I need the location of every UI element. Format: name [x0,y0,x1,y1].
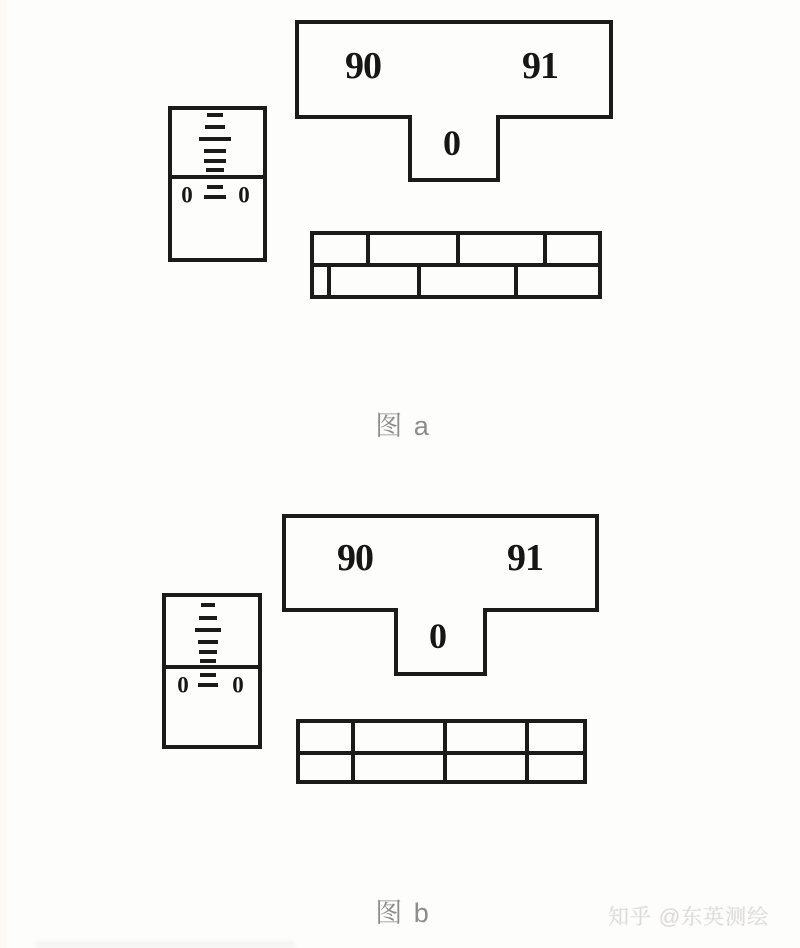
dial-left-number-a: 90 [345,45,381,87]
rod-tick-marks-a [199,115,231,197]
rod-tick-marks-b [195,605,221,685]
dial-right-number-b: 91 [507,537,543,579]
dial-index-number-a: 0 [443,123,461,163]
scale-bar-aligned-b [294,717,589,786]
rod-left-zero-b: 0 [177,672,189,698]
zhihu-watermark: 知乎 @东英测绘 [608,906,770,929]
page-edge-artifact [0,0,7,948]
rod-right-zero-a: 0 [238,182,250,208]
rod-view-outline-b [160,591,264,751]
dial-left-number-b: 90 [337,537,373,579]
cropped-text-remnant [35,941,295,948]
rod-right-zero-b: 0 [232,672,244,698]
scale-bar-staggered-a [308,229,604,301]
figure-a-caption: 图 a [375,411,431,441]
figure-b-caption: 图 b [375,898,431,928]
dial-right-number-a: 91 [522,45,558,87]
rod-left-zero-a: 0 [181,182,193,208]
dial-index-number-b: 0 [429,616,447,656]
